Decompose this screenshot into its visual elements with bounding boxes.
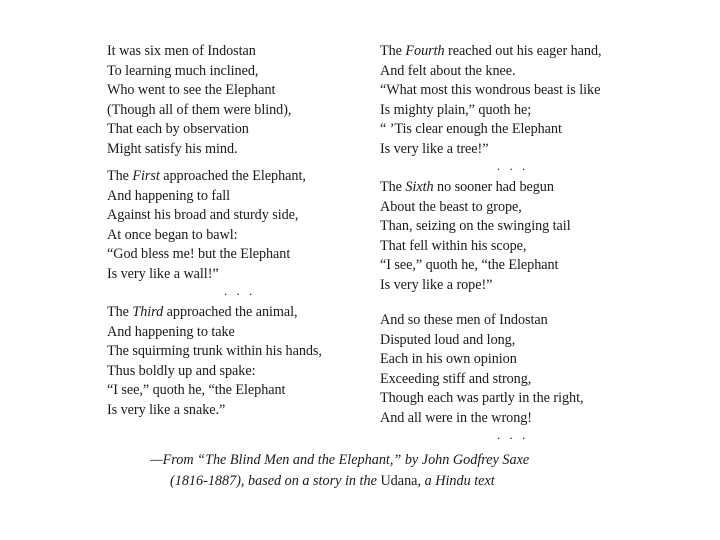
poem-line: “ ’Tis clear enough the Elephant xyxy=(380,121,562,137)
poem-line: To learning much inclined, xyxy=(107,62,259,79)
poem-line: Is mighty plain,” quoth he; xyxy=(380,101,532,118)
poem-line: “I see,” quoth he, “the Elephant xyxy=(107,382,286,398)
poem-line: Is very like a rope!” xyxy=(380,276,493,293)
poem-line: It was six men of Indostan xyxy=(107,43,256,59)
ordinal-italic: Third xyxy=(132,304,164,320)
poem-line: That fell within his scope, xyxy=(380,237,527,254)
line-text: The xyxy=(107,304,133,320)
poem-line: Though each was partly in the right, xyxy=(380,390,584,406)
attribution-text: , a Hindu text xyxy=(417,472,495,489)
poem-line: (Though all of them were blind), xyxy=(107,101,292,118)
poem-line: “I see,” quoth he, “the Elephant xyxy=(380,257,559,273)
udana-title: Udana xyxy=(380,472,418,489)
stanza-sixth-man xyxy=(380,178,640,295)
right-column xyxy=(380,42,640,441)
ordinal-italic: Fourth xyxy=(405,43,445,59)
poem-line: And all were in the wrong! xyxy=(380,409,532,426)
ordinal-italic: Sixth xyxy=(405,179,434,195)
poem-line: Against his broad and sturdy side, xyxy=(107,207,299,223)
line-text: reached out his eager hand, xyxy=(444,43,602,59)
stanza-fourth-man xyxy=(380,42,640,159)
poem-line xyxy=(107,167,362,187)
ellipsis-separator: . . . xyxy=(224,283,256,298)
attribution xyxy=(150,450,620,491)
line-text: approached the Elephant, xyxy=(159,168,306,184)
poem-line: Who went to see the Elephant xyxy=(107,82,276,98)
poem-line: Is very like a wall!” xyxy=(107,265,219,282)
poem-line: About the beast to grope, xyxy=(380,198,522,215)
line-text: approached the animal, xyxy=(163,304,298,320)
poem-line: At once began to bawl: xyxy=(107,226,238,243)
poem-line: Might satisfy his mind. xyxy=(107,140,238,157)
attribution-text: (1816-1887), based on a story in the xyxy=(170,472,381,489)
poem-line: And happening to fall xyxy=(107,187,231,204)
poem-line: Exceeding stiff and strong, xyxy=(380,370,532,387)
left-column xyxy=(107,42,362,420)
poem-line xyxy=(107,303,362,323)
stanza-conclusion xyxy=(380,311,640,428)
line-text: no sooner had begun xyxy=(433,179,554,195)
attribution-line: —From “The Blind Men and the Elephant,” by John Godfrey Saxe xyxy=(150,452,530,468)
poem-line: Is very like a snake.” xyxy=(107,401,226,418)
poem-line: Each in his own opinion xyxy=(380,351,517,367)
poem-line xyxy=(380,42,640,62)
line-text: The xyxy=(380,179,406,195)
stanza-third-man xyxy=(107,303,362,420)
stanza-six-men xyxy=(107,42,362,159)
poem-line: That each by observation xyxy=(107,121,249,137)
attribution-line xyxy=(150,471,620,492)
poem-line: And happening to take xyxy=(107,323,235,340)
ellipsis-separator: . . . xyxy=(497,427,529,442)
poem-line: The squirming trunk within his hands, xyxy=(107,343,322,359)
poem-line: Than, seizing on the swinging tail xyxy=(380,218,571,234)
line-text: The xyxy=(107,168,133,184)
ordinal-italic: First xyxy=(132,168,160,184)
poem-line: And felt about the knee. xyxy=(380,62,516,79)
poem-line: Thus boldly up and spake: xyxy=(107,362,256,379)
poem-line: Is very like a tree!” xyxy=(380,140,489,157)
poem-line: “God bless me! but the Elephant xyxy=(107,246,291,262)
poem-line xyxy=(380,178,640,198)
poem-line: “What most this wondrous beast is like xyxy=(380,82,601,98)
line-text: The xyxy=(380,43,406,59)
stanza-first-man xyxy=(107,167,362,284)
poem-line: And so these men of Indostan xyxy=(380,312,548,328)
ellipsis-separator: . . . xyxy=(497,158,529,173)
poem-line: Disputed loud and long, xyxy=(380,331,516,348)
